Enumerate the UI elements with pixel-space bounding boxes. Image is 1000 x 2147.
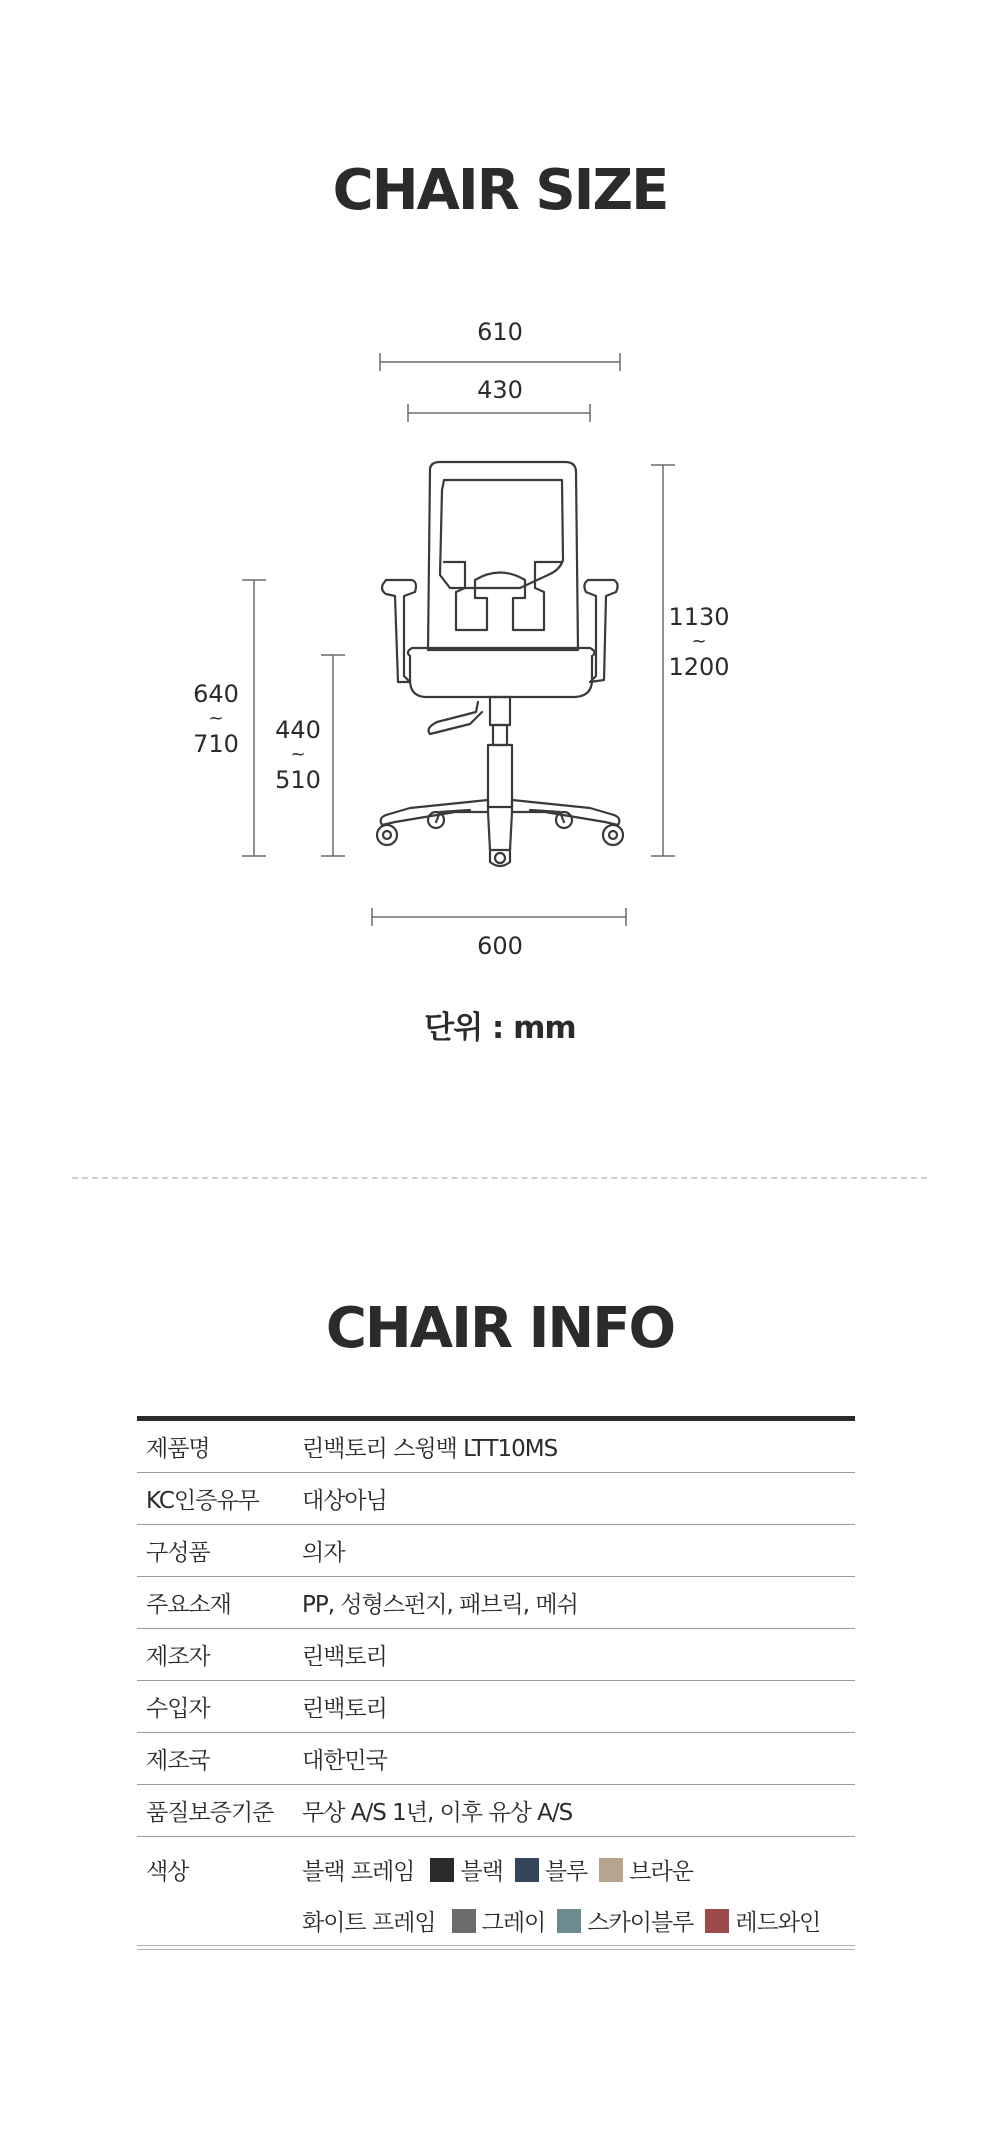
spec-value: 대한민국 — [302, 1748, 387, 1774]
spec-label: 품질보증기준 — [146, 1800, 274, 1826]
chair-drawing — [377, 462, 623, 866]
caster-left — [377, 825, 397, 845]
table-bottom-rule — [137, 1945, 855, 1950]
tilde: ~ — [290, 744, 306, 765]
color-swatch — [705, 1909, 729, 1933]
spec-value: 린백토리 스윙백 LTT10MS — [302, 1436, 558, 1462]
spec-label: 색상 — [146, 1859, 189, 1885]
spec-value: 대상아님 — [302, 1488, 387, 1514]
spec-label: KC인증유무 — [146, 1488, 259, 1514]
chair-size-title: CHAIR SIZE — [332, 158, 668, 223]
mechanism — [490, 697, 510, 725]
spec-table — [137, 1416, 855, 1945]
tilde: ~ — [208, 708, 224, 729]
color-option-skyblue — [557, 1904, 693, 1937]
seat-height-min: 440 — [275, 716, 321, 744]
color-option-brown — [599, 1853, 693, 1886]
color-swatch — [599, 1858, 623, 1882]
spec-row-components — [137, 1525, 855, 1577]
overall-width-label: 610 — [477, 318, 523, 346]
spec-row-colors — [137, 1837, 855, 1945]
gas-cylinder — [488, 745, 512, 807]
color-swatch — [430, 1858, 454, 1882]
spec-value: 무상 A/S 1년, 이후 유상 A/S — [302, 1800, 573, 1826]
tilde: ~ — [691, 631, 707, 652]
color-option-redwine — [705, 1904, 820, 1937]
spec-label: 제조자 — [146, 1644, 210, 1670]
seat-height-max: 510 — [275, 766, 321, 794]
color-name: 스카이블루 — [587, 1910, 694, 1936]
spec-value: 의자 — [302, 1540, 345, 1566]
spec-value: 린백토리 — [302, 1644, 387, 1670]
spec-label: 제조국 — [146, 1748, 210, 1774]
spec-row-country — [137, 1733, 855, 1785]
lumbar-support — [444, 562, 562, 630]
color-name: 브라운 — [629, 1859, 693, 1885]
armrest-height-label — [171, 682, 261, 756]
total-height-max: 1200 — [668, 653, 730, 681]
color-options — [302, 1847, 855, 1937]
color-name: 레드와인 — [735, 1910, 821, 1936]
frame-label: 화이트 프레임 — [302, 1910, 436, 1936]
unit-note: 단위 : mm — [424, 1010, 576, 1046]
spec-row-kc-cert — [137, 1473, 855, 1525]
color-option-blue — [515, 1853, 587, 1886]
seat-cushion — [408, 648, 595, 697]
total-height-min: 1130 — [668, 603, 730, 631]
spec-row-manufacturer — [137, 1629, 855, 1681]
white-frame-colors — [302, 1904, 855, 1937]
spec-row-materials — [137, 1577, 855, 1629]
color-swatch — [557, 1909, 581, 1933]
total-height-label — [654, 605, 744, 679]
spec-label: 수입자 — [146, 1696, 210, 1722]
base-leg-front — [488, 812, 512, 850]
tilt-lever — [429, 702, 482, 734]
chair-info-title: CHAIR INFO — [325, 1296, 675, 1361]
spec-row-warranty — [137, 1785, 855, 1837]
backrest-outline — [428, 462, 578, 650]
color-option-gray — [452, 1904, 546, 1937]
caster-right — [603, 825, 623, 845]
spec-row-importer — [137, 1681, 855, 1733]
spec-label: 주요소재 — [146, 1592, 231, 1618]
spec-value: 린백토리 — [302, 1696, 387, 1722]
armrest-height-min: 640 — [193, 680, 239, 708]
spec-label: 제품명 — [146, 1436, 210, 1462]
black-frame-colors — [302, 1853, 855, 1886]
spec-label: 구성품 — [146, 1540, 210, 1566]
chair-dimension-diagram — [0, 0, 1000, 1000]
section-divider — [72, 1177, 927, 1179]
armrest-height-max: 710 — [193, 730, 239, 758]
spec-value: PP, 성형스펀지, 패브릭, 메쉬 — [302, 1592, 578, 1618]
spec-row-product-name — [137, 1421, 855, 1473]
color-option-black — [430, 1853, 502, 1886]
color-name: 그레이 — [481, 1910, 546, 1936]
frame-label: 블랙 프레임 — [302, 1859, 415, 1885]
color-swatch — [515, 1858, 539, 1882]
color-name: 블랙 — [460, 1859, 503, 1885]
right-armrest — [584, 580, 617, 682]
base-width-label: 600 — [477, 932, 523, 960]
color-name: 블루 — [544, 1859, 588, 1885]
seat-height-label — [253, 718, 343, 792]
seat-width-label: 430 — [477, 376, 523, 404]
color-swatch — [452, 1909, 476, 1933]
